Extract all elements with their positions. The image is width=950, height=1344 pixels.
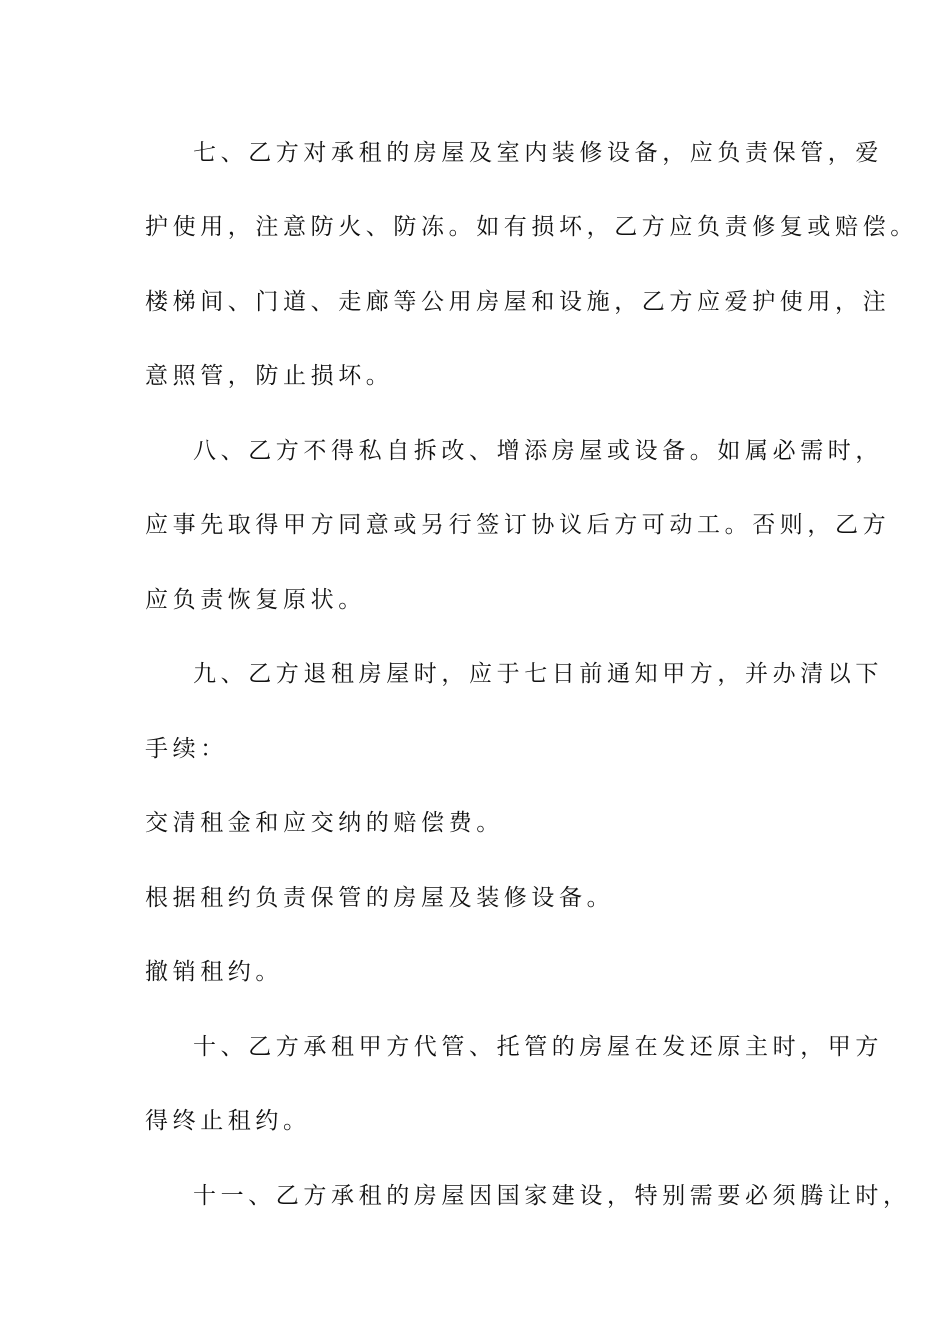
clause-10-line-2: 得终止租约。: [145, 1108, 311, 1134]
clause-7-line-1: 七、乙方对承租的房屋及室内装修设备，应负责保管，爱: [193, 140, 883, 166]
clause-10-line-1: 十、乙方承租甲方代管、托管的房屋在发还原主时，甲方: [193, 1034, 883, 1060]
clause-9-item-2: 根据租约负责保管的房屋及装修设备。: [145, 885, 615, 911]
clause-8-line-1: 八、乙方不得私自拆改、增添房屋或设备。如属必需时，: [193, 438, 883, 464]
clause-7-line-4: 意照管，防止损坏。: [145, 363, 394, 389]
clause-9-item-1: 交清租金和应交纳的赔偿费。: [145, 810, 504, 836]
clause-7-line-2: 护使用，注意防火、防冻。如有损坏，乙方应负责修复或赔偿。: [145, 214, 918, 240]
clause-7-line-3: 楼梯间、门道、走廊等公用房屋和设施，乙方应爱护使用，注: [145, 289, 891, 315]
clause-9-line-1: 九、乙方退租房屋时，应于七日前通知甲方，并办清以下: [193, 661, 883, 687]
clause-8-line-3: 应负责恢复原状。: [145, 587, 366, 613]
clause-9-line-2: 手续：: [145, 736, 228, 762]
clause-11-line-1: 十一、乙方承租的房屋因国家建设，特别需要必须腾让时，: [193, 1183, 911, 1209]
clause-8-line-2: 应事先取得甲方同意或另行签订协议后方可动工。否则，乙方: [145, 512, 891, 538]
clause-9-item-3: 撤销租约。: [145, 959, 283, 985]
